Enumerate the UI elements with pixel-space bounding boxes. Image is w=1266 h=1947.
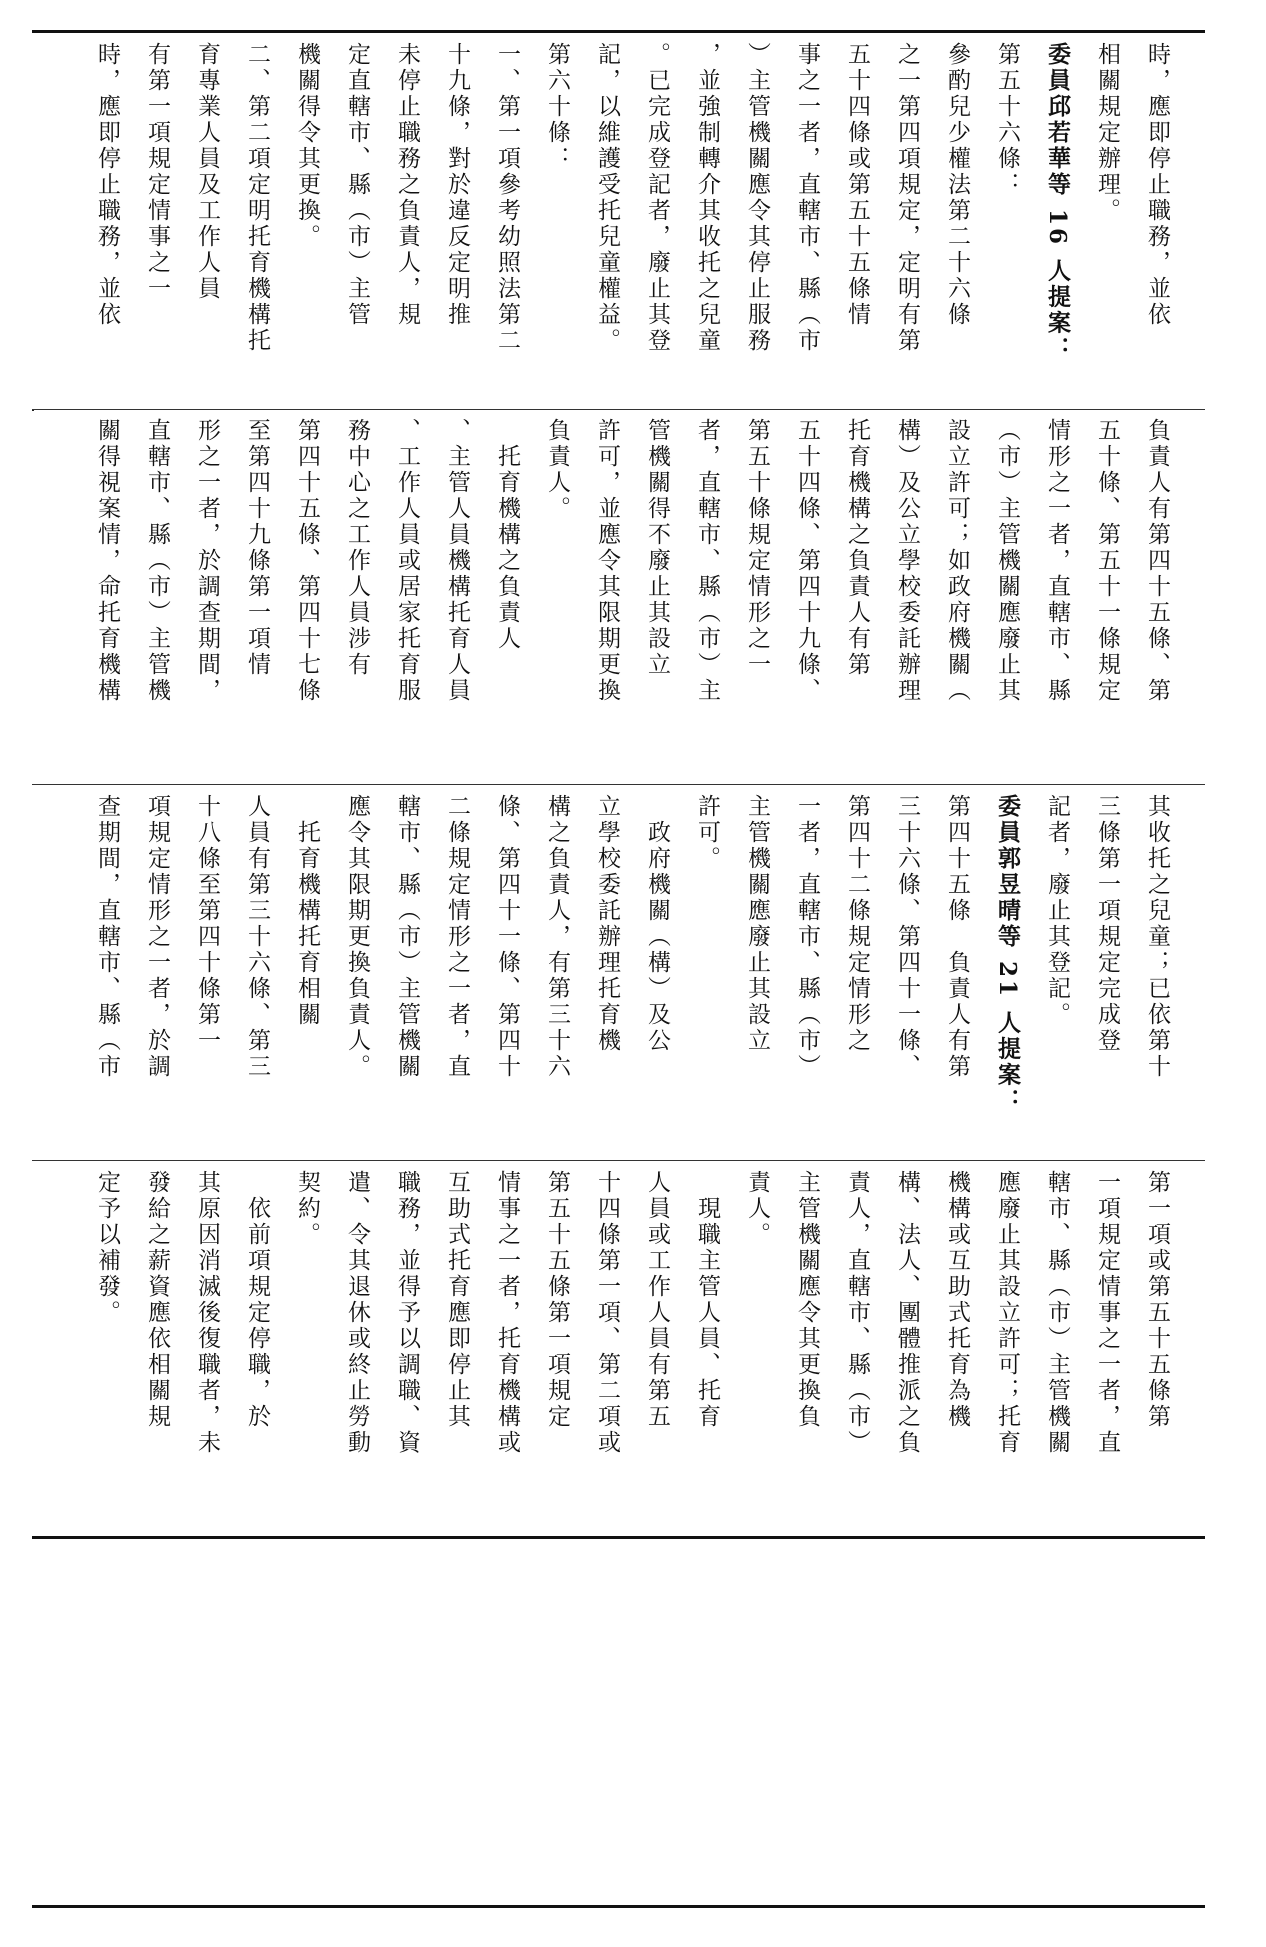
line: 五十四條、第四十九條、: [794, 418, 820, 704]
line: 第四十五條、第四十七條: [294, 418, 320, 704]
line: 負責人有第四十五條、第: [1144, 418, 1170, 704]
line: 構）及公立學校委託辦理: [894, 418, 920, 704]
text-block-1: [52, 42, 1182, 402]
line: 參酌兒少權法第二十六條: [944, 42, 970, 328]
proposal-heading: 委員郭昱晴等 21 人提案：: [994, 794, 1021, 1115]
proposal-heading: 委員邱若華等 16 人提案：: [1044, 42, 1071, 363]
line: 三十六條、第四十一條、: [894, 794, 920, 1080]
bottom-rule: [32, 1905, 1205, 1908]
line: 立學校委託辦理托育機: [594, 794, 620, 1054]
line: 應廢止其設立許可；托育: [994, 1170, 1020, 1456]
line: 第四十五條 負責人有第: [944, 794, 970, 1080]
line: 一者，直轄市、縣（市）: [794, 794, 820, 1080]
line: 契約。: [294, 1170, 320, 1248]
middle-rule: [32, 1536, 1205, 1539]
line: 記，以維護受托兒童權益。: [594, 42, 620, 354]
line: 情形之一者，直轄市、縣: [1044, 418, 1070, 704]
line: 人員有第三十六條、第三: [244, 794, 270, 1080]
line: 許可，並應令其限期更換: [594, 418, 620, 704]
line: 查期間，直轄市、縣（市: [94, 794, 120, 1080]
line: 管機關得不廢止其設立: [644, 418, 670, 678]
line: 發給之薪資應依相關規: [144, 1170, 170, 1430]
line: 設立許可；如政府機關（: [944, 418, 970, 704]
line: 一、第一項參考幼照法第二: [494, 42, 520, 354]
line: 遣、令其退休或終止勞動: [344, 1170, 370, 1456]
line: 者，直轄市、縣（市）主: [694, 418, 720, 704]
line: 轄市、縣（市）主管機關: [1044, 1170, 1070, 1456]
line: 互助式托育應即停止其: [444, 1170, 470, 1430]
line: 主管機關應令其更換負: [794, 1170, 820, 1430]
line: 情事之一者，托育機構或: [494, 1170, 520, 1456]
line: 應令其限期更換負責人。: [344, 794, 370, 1080]
line: 、工作人員或居家托育服: [394, 418, 420, 704]
line: 主管機關應廢止其設立: [744, 794, 770, 1054]
line: 構、法人、團體推派之負: [894, 1170, 920, 1456]
line: 一項規定情事之一者，直: [1094, 1170, 1120, 1456]
line: 記者，廢止其登記。: [1044, 794, 1070, 1028]
line: 第五十六條：: [994, 42, 1020, 198]
line: 時，應即停止職務，並依: [94, 42, 120, 328]
line: ，並強制轉介其收托之兒童: [694, 42, 720, 354]
line: 條、第四十一條、第四十: [494, 794, 520, 1080]
line: 職務，並得予以調職、資: [394, 1170, 420, 1456]
line: 托育機構托育相關: [294, 794, 320, 1028]
line: 關得視案情，命托育機構: [94, 418, 120, 704]
line: 人員或工作人員有第五: [644, 1170, 670, 1430]
line: 第六十條：: [544, 42, 570, 172]
line: 第五十條規定情形之一: [744, 418, 770, 678]
line: 托育機構之負責人: [494, 418, 520, 652]
line: （市）主管機關應廢止其: [994, 418, 1020, 704]
line: 定直轄市、縣（市）主管: [344, 42, 370, 328]
line: ）主管機關應令其停止服務: [744, 42, 770, 354]
line: 二、第二項定明托育機構托: [244, 42, 270, 354]
line: 未停止職務之負責人，規: [394, 42, 420, 328]
line: 第一項或第五十五條第: [1144, 1170, 1170, 1430]
line: 轄市、縣（市）主管機關: [394, 794, 420, 1080]
line: 負責人。: [544, 418, 570, 522]
line: 第五十五條第一項規定: [544, 1170, 570, 1430]
line: 育專業人員及工作人員: [194, 42, 220, 302]
line: 責人。: [744, 1170, 770, 1248]
block-divider-3: [32, 1160, 1205, 1161]
line: 形之一者，於調查期間，: [194, 418, 220, 704]
line: 托育機構之負責人有第: [844, 418, 870, 678]
line: 第四十二條規定情形之: [844, 794, 870, 1054]
text-block-4: [52, 1170, 1182, 1530]
line: 項規定情形之一者，於調: [144, 794, 170, 1080]
line: 。已完成登記者，廢止其登: [644, 42, 670, 354]
line: 有第一項規定情事之一: [144, 42, 170, 302]
line: 機關得令其更換。: [294, 42, 320, 250]
line: 至第四十九條第一項情: [244, 418, 270, 678]
line: 依前項規定停職，於: [244, 1170, 270, 1430]
line: 責人，直轄市、縣（市）: [844, 1170, 870, 1456]
line: 時，應即停止職務，並依: [1144, 42, 1170, 328]
line: 五十條、第五十一條規定: [1094, 418, 1120, 704]
text-block-3: [52, 794, 1182, 1154]
line: 務中心之工作人員涉有: [344, 418, 370, 678]
line: 政府機關（構）及公: [644, 794, 670, 1054]
line: 定予以補發。: [94, 1170, 120, 1326]
block-divider-1: [32, 409, 1205, 410]
line: 許可。: [694, 794, 720, 872]
line: 之一第四項規定，定明有第: [894, 42, 920, 354]
line: 構之負責人，有第三十六: [544, 794, 570, 1080]
line: 、主管人員機構托育人員: [444, 418, 470, 704]
line: 現職主管人員、托育: [694, 1170, 720, 1430]
line: 相關規定辦理。: [1094, 42, 1120, 224]
block-divider-2: [32, 784, 1205, 785]
line: 事之一者，直轄市、縣（市: [794, 42, 820, 354]
line: 其原因消滅後復職者，未: [194, 1170, 220, 1456]
line: 十八條至第四十條第一: [194, 794, 220, 1054]
line: 直轄市、縣（市）主管機: [144, 418, 170, 704]
line: 其收托之兒童；已依第十: [1144, 794, 1170, 1080]
top-rule: [32, 30, 1205, 33]
line: 機構或互助式托育為機: [944, 1170, 970, 1430]
line: 五十四條或第五十五條情: [844, 42, 870, 328]
line: 十四條第一項、第二項或: [594, 1170, 620, 1456]
line: 十九條，對於違反定明推: [444, 42, 470, 328]
text-block-2: [52, 418, 1182, 778]
line: 二條規定情形之一者，直: [444, 794, 470, 1080]
line: 三條第一項規定完成登: [1094, 794, 1120, 1054]
